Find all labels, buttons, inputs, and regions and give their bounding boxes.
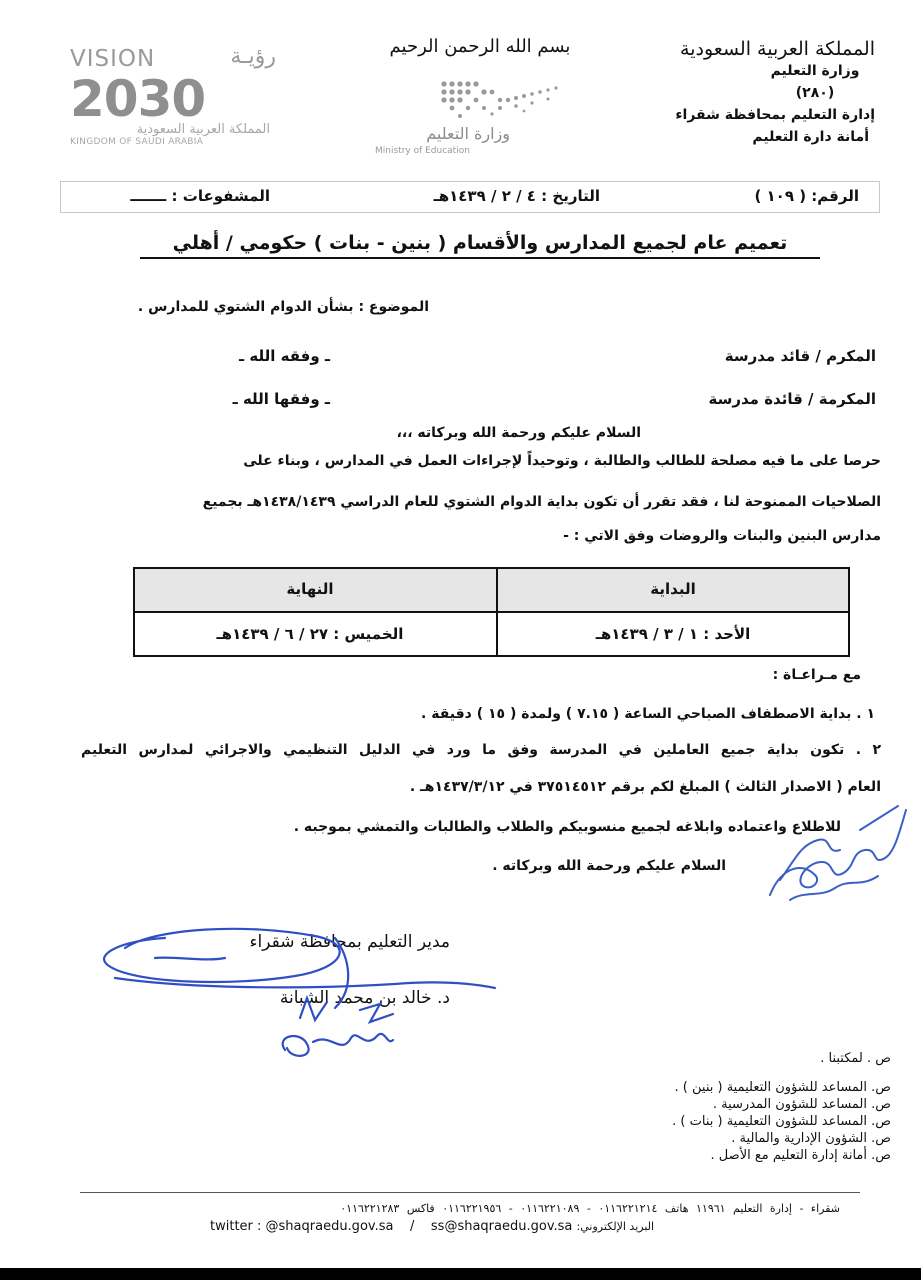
cc-item: ص. المساعد للشؤون المدرسية . (712, 1097, 891, 1112)
subject-line: الموضوع : بشأن الدوام الشتوي للمدارس . (137, 299, 429, 315)
ministry-name: وزارة التعليم (770, 63, 860, 79)
vision-kingdom-arabic: المملكة العربية السعودية (136, 122, 270, 137)
footer-contacts: شقراء - إدارة التعليم ١١٩٦١ هاتف ٠١١٦٢٢١٢١٤ - ٠١١٦٢٢١٠٨٩ - ٠١١٦٢٢١٩٥٦ فاكس ٠١١٦٢٢١٢٨٣ (340, 1202, 840, 1215)
reference-date: التاريخ : ٤ / ٢ / ١٤٣٩هـ (433, 187, 600, 205)
reference-attachments: المشفوعات : ـــــــ (130, 187, 270, 205)
body-line-1: حرصا على ما فيه مصلحة للطالب والطالبة ، وتوحيداً لإجراءات العمل في المدارس ، وبناء على (243, 453, 881, 469)
signature-scribble-icon (95, 918, 515, 1068)
signatory-role: مدير التعليم بمحافظة شقراء (249, 932, 450, 952)
body-line-3: مدارس البنين والبنات والروضات وفق الاتي : - (563, 528, 881, 544)
note-item-2-line-1: ٢ . تكون بداية جميع العاملين في المدرسة وفق ما ورد في الدليل التنظيمي والاجرائي لمدارس التعليم (81, 742, 881, 758)
footer-email-label: :البريد الإلكتروني (576, 1220, 655, 1233)
closing-greeting: السلام عليكم ورحمة الله وبركاته . (492, 858, 726, 874)
cc-item: ص. أمانة إدارة التعليم مع الأصل . (710, 1148, 891, 1163)
cc-list (591, 1050, 891, 1164)
cc-item: ص . لمكتبنا . (820, 1051, 891, 1066)
ministry-logo-arabic: وزارة التعليم (426, 124, 510, 143)
letterhead-ministry-block (625, 38, 875, 148)
footer-online (210, 1219, 770, 1234)
initials-scribble-icon (760, 800, 910, 910)
cc-item: ص. المساعد للشؤون التعليمية ( بنات ) . (672, 1114, 891, 1129)
ministry-code: (٢٨٠) (795, 85, 835, 101)
table-header-end: النهاية (286, 580, 334, 598)
recipient-female: المكرمة / قائدة مدرسة (708, 390, 876, 408)
admin-name: أمانة دارة التعليم (752, 129, 869, 145)
kingdom-name: المملكة العربية السعودية (680, 38, 875, 60)
note-item-1: ١ . بداية الاصطفاف الصباحي الساعة ( ٧.١٥ ) ولمدة ( ١٥ ) دقيقة . (421, 706, 875, 722)
vision-year: 2030 (70, 70, 206, 128)
footer-divider (80, 1192, 860, 1193)
cc-item: ص. الشؤون الإدارية والمالية . (731, 1131, 891, 1146)
scan-edge-band (0, 1268, 921, 1280)
table-cell-start: الأحد : ١ / ٣ / ١٤٣٩هـ (595, 625, 751, 643)
footer-email: ss@shaqraedu.gov.sa (430, 1219, 573, 1234)
closing-instruction: للاطلاع واعتماده وابلاغه لجميع منسوبيكم والطلاب والطالبات والتمشي بموجبه . (293, 819, 841, 835)
basmala: بسم الله الرحمن الرحيم (389, 36, 571, 57)
table-header-start: البداية (650, 580, 696, 598)
ministry-logo-english: Ministry of Education (375, 146, 470, 156)
recipient-female-blessing: ـ وفقها الله ـ (232, 390, 330, 408)
schedule-table (133, 567, 850, 657)
department-name: إدارة التعليم بمحافظة شقراء (675, 107, 875, 123)
notes-title: مع مـراعـاة : (772, 667, 861, 683)
note-item-2-line-2: العام ( الاصدار الثالث ) المبلغ لكم برقم ٣٧٥١٤٥١٢ في ١٤٣٧/٣/١٢هـ . (409, 779, 881, 795)
recipient-male: المكرم / قائد مدرسة (724, 347, 876, 365)
circular-title: تعميم عام لجميع المدارس والأقسام ( بنين - بنات ) حكومي / أهلي (140, 232, 820, 259)
greeting: السلام عليكم ورحمة الله وبركاته ،،، (396, 425, 641, 441)
vision-arabic: رؤيـة (230, 44, 276, 69)
vision-word: VISION (70, 46, 156, 72)
recipient-male-blessing: ـ وفقه الله ـ (239, 347, 330, 365)
footer-separator: / (409, 1219, 415, 1234)
table-cell-end: الخميس : ٢٧ / ٦ / ١٤٣٩هـ (216, 625, 404, 643)
reference-number: الرقم: ( ١٠٩ ) (754, 187, 859, 205)
footer-twitter: twitter : @shaqraedu.gov.sa (210, 1219, 394, 1234)
signatory-name: د. خالد بن محمد الشبانة (279, 988, 450, 1008)
cc-item: ص. المساعد للشؤون التعليمية ( بنين ) . (674, 1080, 891, 1095)
vision-kingdom-english: KINGDOM OF SAUDI ARABIA (70, 137, 204, 147)
body-line-2: الصلاحيات الممنوحة لنا ، فقد تقرر أن تكون بداية الدوام الشتوي للعام الدراسي ١٤٣٨/١٤٣٩هـ بجميع (202, 494, 881, 510)
